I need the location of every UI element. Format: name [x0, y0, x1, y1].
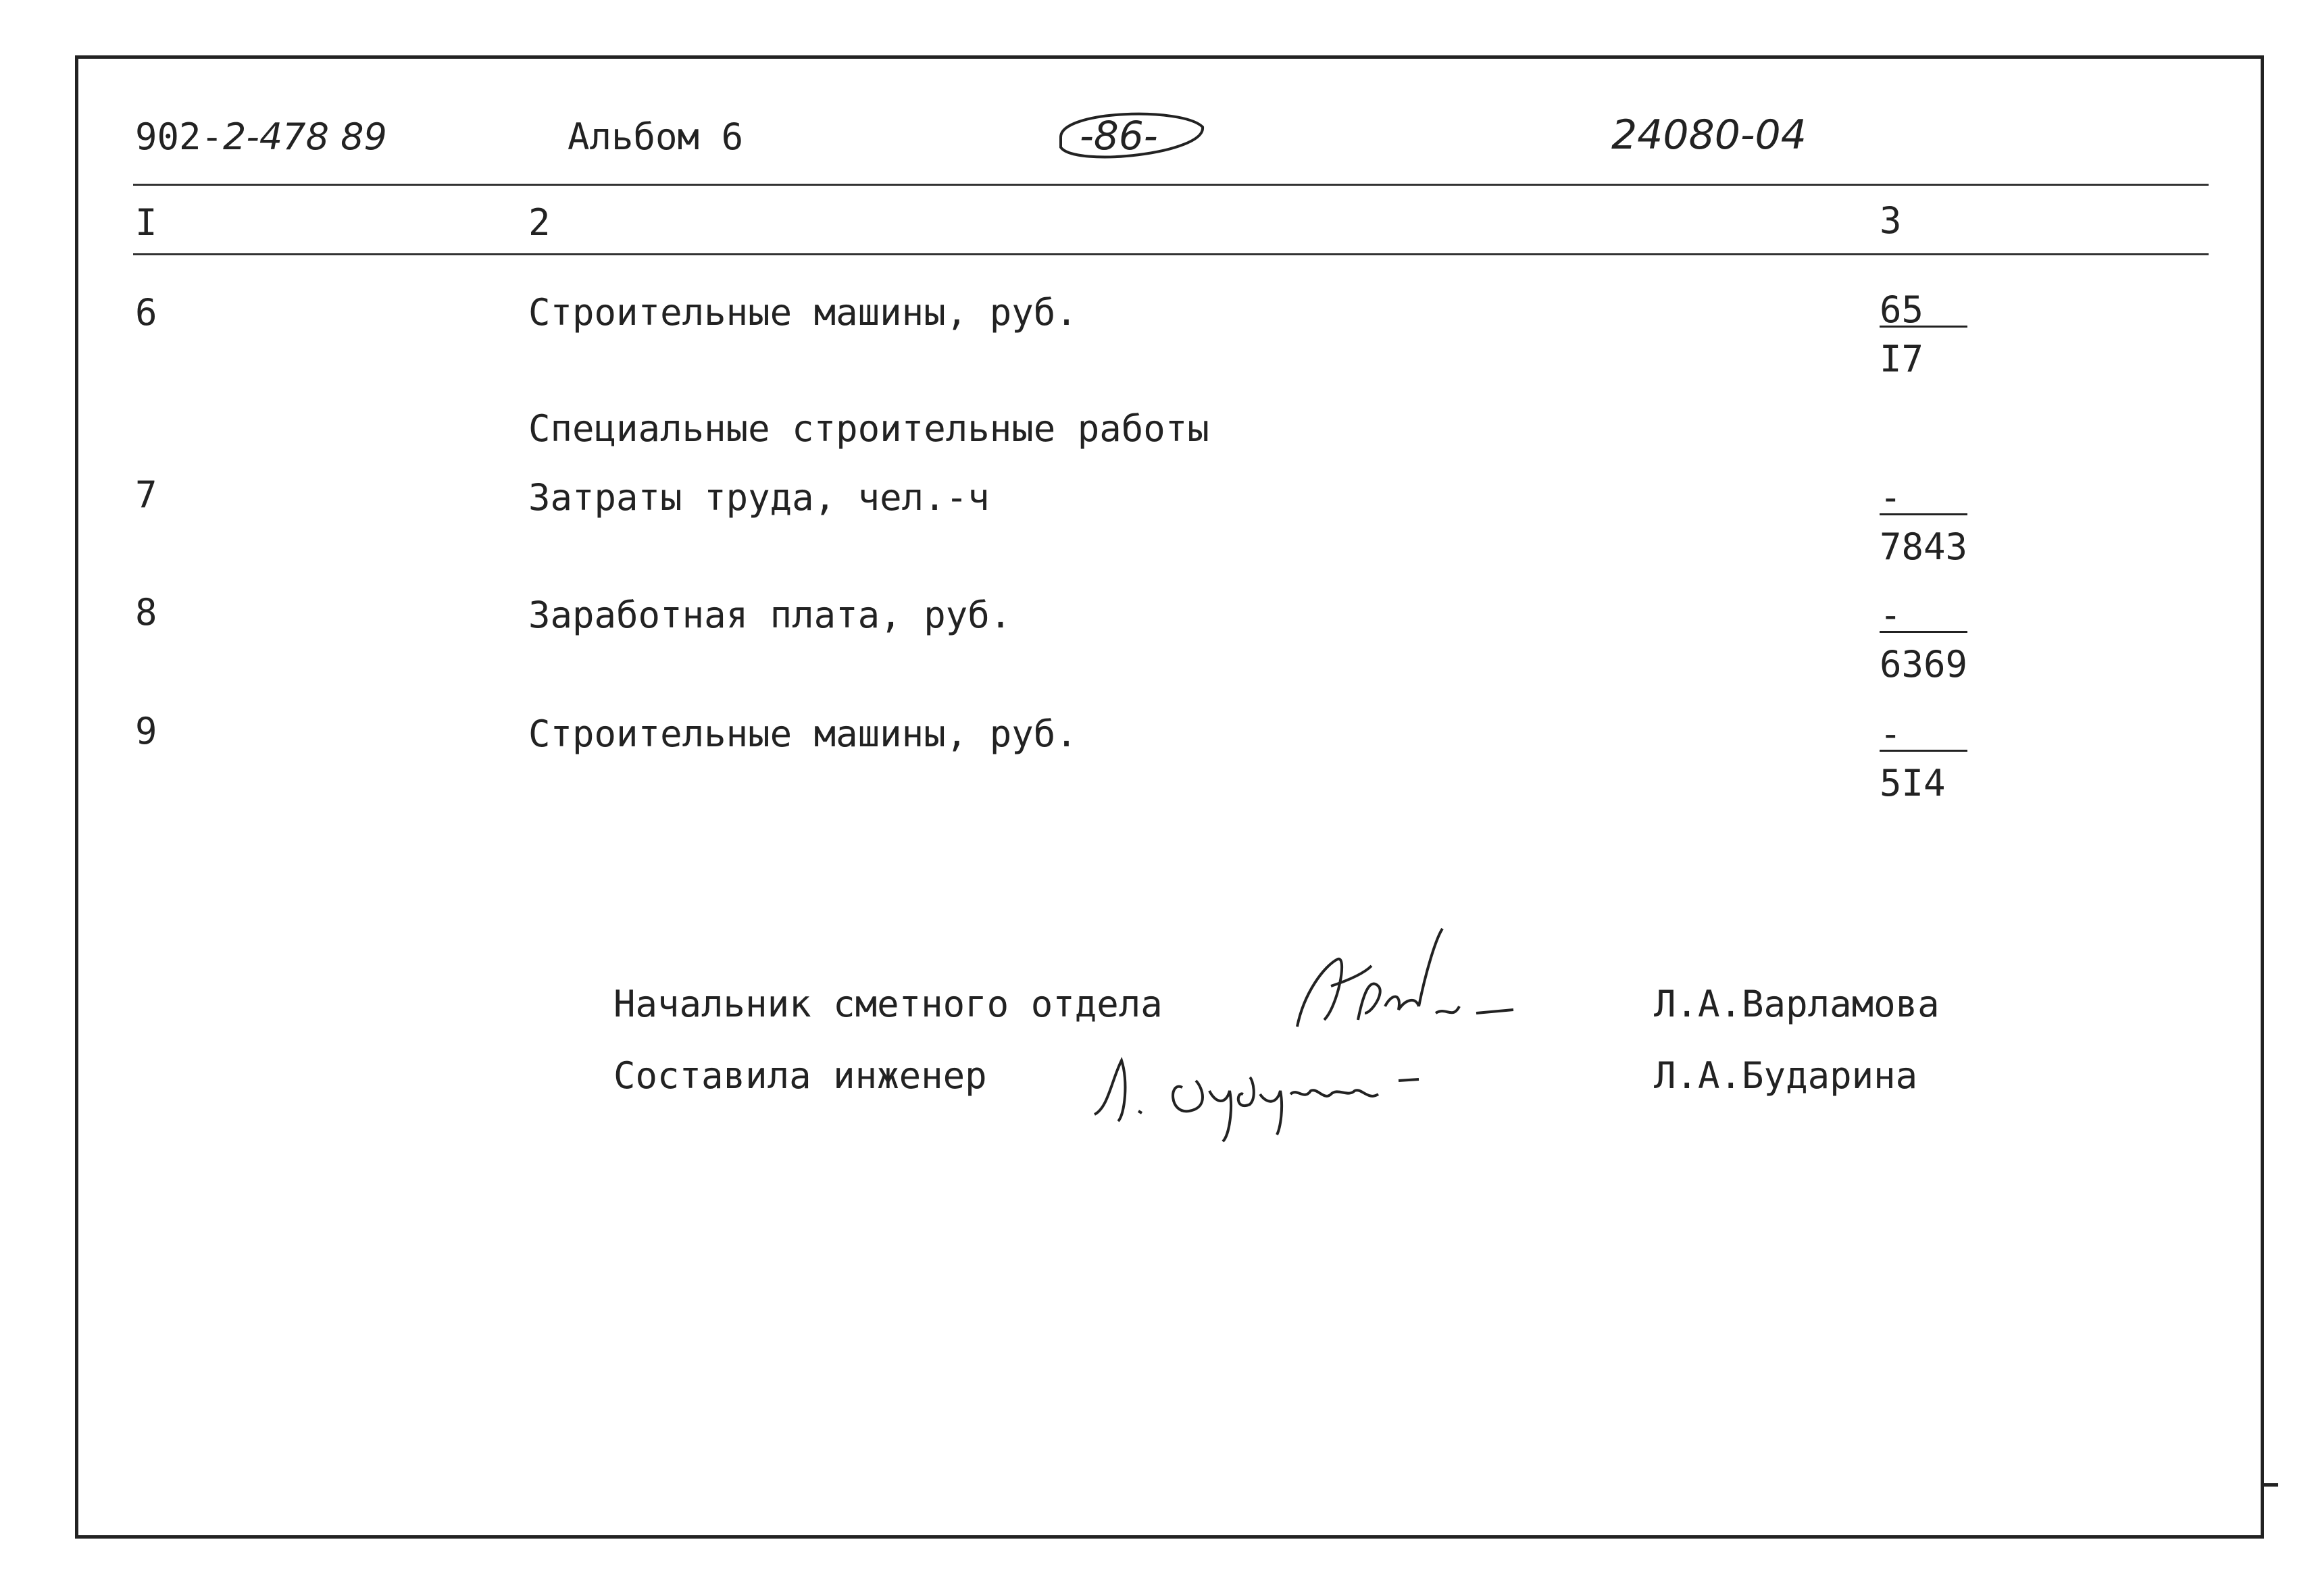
column-header-rule [133, 253, 2209, 255]
album-label: Альбом 6 [568, 115, 744, 158]
signature-varlamova [1284, 925, 1527, 1047]
doc-code: 902-2-478 89 [135, 115, 387, 158]
page-number: -86- [1080, 113, 1158, 159]
row-value-top: 65 [1880, 292, 1967, 328]
row-value-fraction [1880, 594, 1968, 686]
row-label: Затраты труда, чел.-ч [528, 476, 990, 519]
row-number: 6 [135, 291, 157, 334]
row-value-fraction [1880, 713, 1967, 804]
project-code: 24080-04 [1611, 111, 1807, 159]
column-header-3: 3 [1880, 199, 1902, 242]
row-value-fraction [1880, 476, 1968, 568]
row-value-bottom: I7 [1880, 338, 1924, 380]
signatory-name: Л.А.Бударина [1654, 1054, 1918, 1097]
row-number: 8 [135, 591, 157, 634]
row-label: Строительные машины, руб. [528, 291, 1078, 334]
row-label: Строительные машины, руб. [528, 713, 1078, 755]
row-value-bottom: 5I4 [1880, 762, 1946, 804]
signature-role: Составила инженер [613, 1054, 987, 1097]
row-value-top: - [1880, 480, 1967, 515]
column-header-2: 2 [528, 201, 551, 244]
frame-tick [2261, 1483, 2278, 1487]
signature-role: Начальник сметного отдела [613, 983, 1163, 1025]
header-rule [133, 184, 2209, 186]
row-number: 7 [135, 473, 157, 516]
row-value-bottom: 6369 [1880, 643, 1968, 686]
signatory-name: Л.А.Варламова [1654, 983, 1940, 1025]
column-header-1: I [135, 201, 157, 244]
row-value-top: - [1880, 716, 1967, 752]
row-number: 9 [135, 710, 157, 752]
row-value-bottom: 7843 [1880, 525, 1968, 568]
row-value-fraction [1880, 288, 1967, 380]
row-label: Заработная плата, руб. [528, 594, 1012, 636]
signature-budarina [1081, 1040, 1459, 1148]
section-heading: Специальные строительные работы [528, 407, 1209, 450]
row-value-top: - [1880, 597, 1967, 633]
